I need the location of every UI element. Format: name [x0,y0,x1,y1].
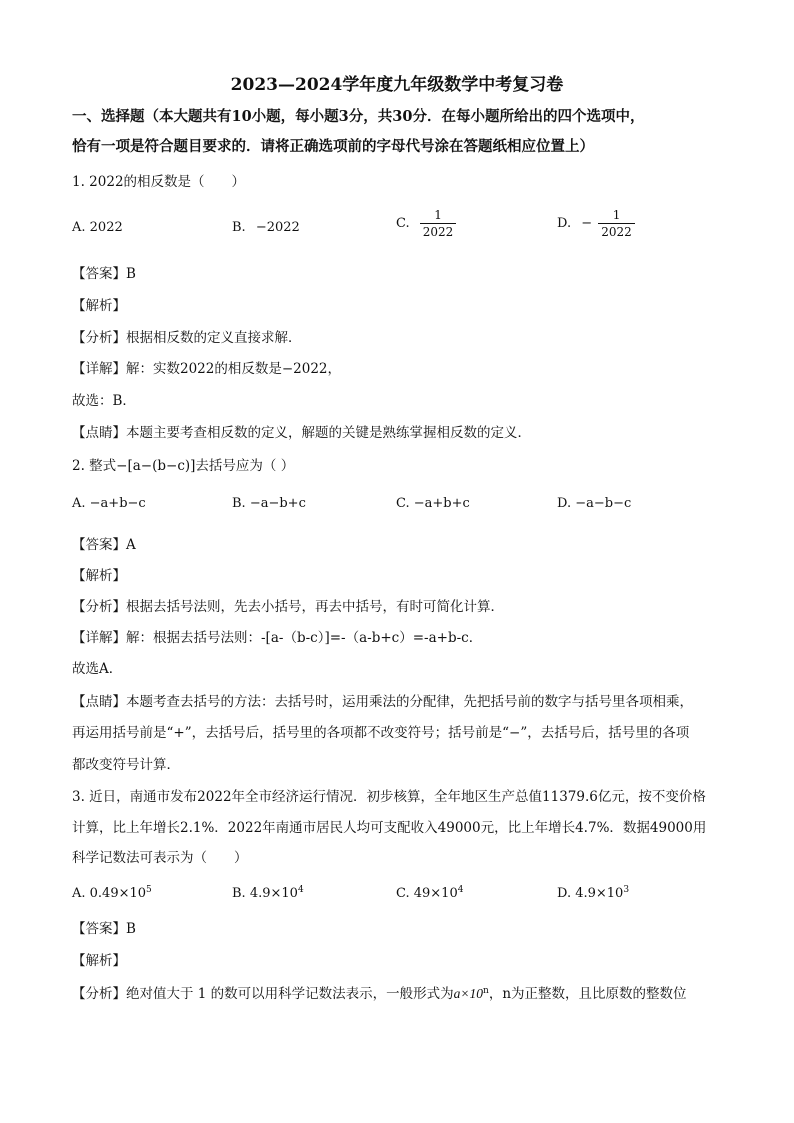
q1-comment: 【点睛】本题主要考查相反数的定义，解题的关键是熟练掌握相反数的定义． [72,425,531,441]
q2-answer: 【答案】A [72,537,136,553]
q3-stem-line-2: 计算，比上年增长2.1%．2022年南通市居民人均可支配收入49000元，比上年增长4.7%．数据49000用 [72,820,707,836]
q3-option-a-exponent: 5 [146,885,152,895]
q3-option-a-base: A. 0.49×10 [72,886,147,901]
q1-option-c [396,207,456,240]
q1-analysis: 【分析】根据相反数的定义直接求解． [72,330,302,346]
q1-answer: 【答案】B [72,266,136,282]
q2-detail: 【详解】解：根据去括号法则：-[a-（b-c）]=-（a-b+c）=-a+b-c． [72,630,483,646]
q1-option-d-label: D. [557,215,572,231]
q3-option-d [557,884,629,904]
q3-stem-line-3: 科学记数法可表示为（ ） [72,850,248,866]
section-instruction-line-2: 恰有一项是符合题目要求的．请将正确选项前的字母代号涂在答题纸相应位置上） [72,138,594,155]
q1-option-c-fraction [420,207,457,240]
page-title: 2023—2024学年度九年级数学中考复习卷 [230,75,564,95]
q1-option-b-label: B. [232,220,246,235]
q1-option-d [557,207,635,240]
q3-analysis [72,984,687,1004]
q2-comment-line-3: 都改变符号计算． [72,757,180,773]
q3-option-c-base: C. 49×10 [396,886,458,901]
q1-stem: 1. 2022的相反数是（ ） [72,174,246,190]
q3-analysis-suffix: ，n为正整数，且比原数的整数位 [488,986,687,1002]
q3-answer: 【答案】B [72,921,136,937]
q1-option-c-denominator: 2022 [422,225,454,239]
q3-stem-line-1: 3. 近日，南通市发布2022年全市经济运行情况．初步核算，全年地区生产总值11379.6亿元，按不变价格 [72,789,706,805]
q1-option-d-numerator: 1 [598,207,635,224]
q1-option-a: A. 2022 [72,220,123,235]
q3-option-b [232,884,304,904]
q2-comment-line-1: 【点睛】本题考查去括号的方法：去括号时，运用乘法的分配律，先把括号前的数字与括号里各项相乘， [72,694,693,710]
q1-option-d-fraction [598,207,635,240]
q2-jiexi: 【解析】 [72,568,126,584]
q1-detail: 【详解】解：实数2022的相反数是−2022， [72,361,342,377]
q1-option-d-sign: − [581,215,593,231]
q3-option-a [72,884,152,904]
q3-analysis-exponent: n [483,986,489,996]
section-instruction-line-1: 一、选择题（本大题共有10小题，每小题3分，共30分．在每小题所给出的四个选项中， [72,108,645,125]
q2-option-a: A. −a+b−c [72,496,146,511]
q1-option-b [232,218,300,238]
q2-choice: 故选A． [72,661,123,677]
q3-option-c [396,884,463,904]
q1-option-c-numerator: 1 [420,207,457,224]
q3-option-c-exponent: 4 [457,885,464,895]
q3-option-d-exponent: 3 [623,885,630,895]
q2-stem: 2. 整式−[a−(b−c)]去括号应为（ ） [72,458,295,474]
q3-analysis-prefix: 【分析】绝对值大于 1 的数可以用科学记数法表示，一般形式为 [72,986,454,1002]
q3-option-d-base: D. 4.9×10 [557,886,624,901]
q2-option-d: D. −a−b−c [557,496,632,511]
q3-analysis-formula: a×10 [453,986,484,1001]
q2-comment-line-2: 再运用括号前是“+”，去括号后，括号里的各项都不改变符号；括号前是“−”，去括号后，括号里的各项 [72,725,690,741]
q3-jiexi: 【解析】 [72,953,126,969]
q1-choice: 故选：B． [72,393,136,409]
q3-option-b-base: B. 4.9×10 [232,886,298,901]
q3-option-b-exponent: 4 [297,885,304,895]
q1-option-b-value: −2022 [255,220,300,235]
q2-analysis: 【分析】根据去括号法则，先去小括号，再去中括号，有时可简化计算． [72,599,504,615]
q1-jiexi: 【解析】 [72,298,126,314]
q2-option-c: C. −a+b+c [396,496,470,511]
q1-option-d-denominator: 2022 [601,225,632,239]
q1-option-c-label: C. [396,215,410,231]
q2-option-b: B. −a−b+c [232,496,306,511]
